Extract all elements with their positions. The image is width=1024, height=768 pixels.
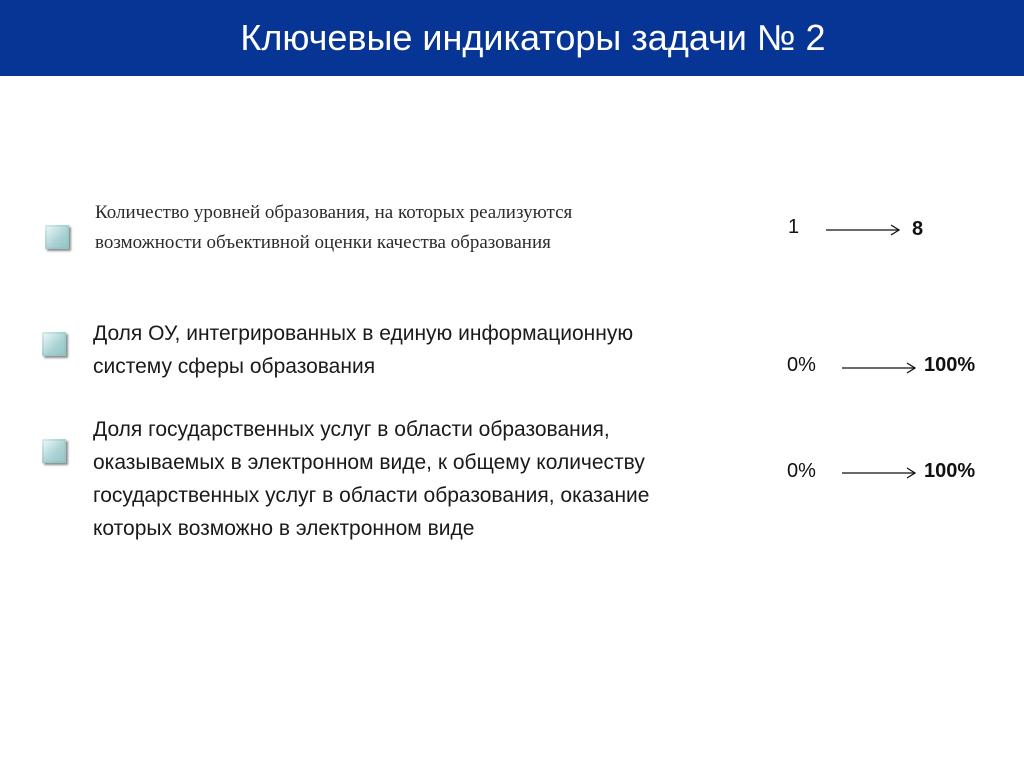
indicator-from-value: 1 (788, 216, 800, 238)
indicator-text-1: Количество уровней образования, на которых реализуются возможности объективной оценки качества образования (95, 202, 573, 253)
title-bar (0, 0, 1024, 76)
right-arrow-icon (826, 223, 902, 237)
indicator-to-value: 100% (924, 354, 976, 376)
right-arrow-icon (842, 361, 918, 375)
indicator-to-value: 8 (912, 218, 924, 240)
square-bullet-icon (45, 225, 69, 249)
page-title: Ключевые индикаторы задачи № 2 (240, 17, 826, 58)
indicator-from-value: 0% (787, 354, 816, 376)
indicator-text-2: Доля ОУ, интегрированных в единую информационную систему сферы образования (93, 322, 634, 378)
indicator-text-3: Доля государственных услуг в области образования, оказываемых в электронном виде, к общему количеству государственных услуг в области образования, оказание которых возможно в электронном виде (93, 418, 650, 540)
square-bullet-icon (42, 439, 66, 463)
right-arrow-icon (842, 466, 918, 480)
indicator-to-value: 100% (924, 460, 976, 482)
indicator-from-value: 0% (787, 460, 816, 482)
square-bullet-icon (42, 332, 66, 356)
